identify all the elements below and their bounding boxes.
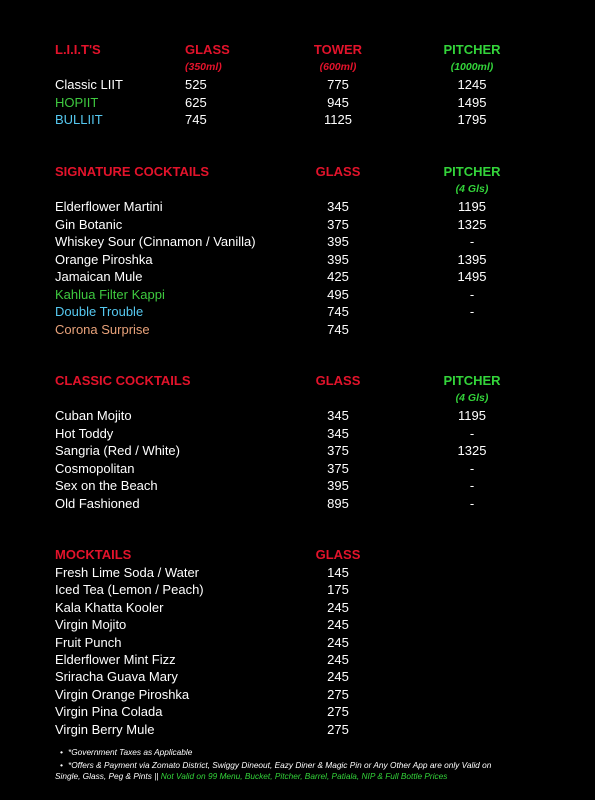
menu-item-row (0, 460, 595, 477)
menu-item-row (0, 268, 595, 285)
footnote-taxes-text: *Government Taxes as Applicable (68, 747, 193, 757)
item-pitcher-price: - (469, 460, 475, 476)
item-pitcher-price: 1495 (457, 94, 487, 110)
classic-pitcher-size: (4 Gls) (455, 392, 489, 404)
item-name: Elderflower Martini (55, 199, 163, 214)
menu-item-row (0, 303, 595, 320)
liit-header-row (0, 41, 595, 58)
item-glass-price: 145 (327, 565, 349, 580)
item-tower-price: 945 (327, 94, 349, 110)
menu-item-row (0, 216, 595, 233)
menu-item-row (0, 425, 595, 442)
item-glass-price: 895 (327, 495, 349, 511)
footnote-offers-line1: *Offers & Payment via Zomato District, Swiggy Dineout, Eazy Diner & Magic Pin or Any Other App are only Valid on (68, 760, 492, 770)
liit-subheader-row (0, 59, 595, 76)
item-name: Iced Tea (Lemon / Peach) (55, 582, 204, 598)
item-name: Virgin Pina Colada (55, 704, 163, 720)
mocktails-section-title: MOCKTAILS (55, 547, 132, 562)
item-glass-price: 245 (327, 617, 349, 633)
item-glass-price: 745 (327, 304, 349, 319)
signature-subheader-row (0, 181, 595, 198)
item-name: Kala Khatta Kooler (55, 599, 164, 615)
menu-item-row (0, 599, 595, 616)
menu-item-row (0, 286, 595, 303)
item-glass-price: 625 (185, 94, 207, 110)
menu-item-row (0, 111, 595, 128)
menu-item-row (0, 76, 595, 93)
item-name: Gin Botanic (55, 216, 123, 232)
item-name: Kahlua Filter Kappi (55, 286, 165, 302)
menu-item-row (0, 495, 595, 512)
footnote-bullet: • (60, 747, 63, 757)
footnote-bullet: • (60, 760, 63, 770)
footnote-offers (60, 760, 568, 771)
liit-section-title: L.I.I.T'S (55, 42, 101, 57)
footnote-offers-not-valid: Not Valid on 99 Menu, Bucket, Pitcher, Barrel, Patiala, NIP & Full Bottle Prices (160, 771, 448, 781)
item-glass-price: 375 (327, 216, 349, 232)
menu-item-row (0, 634, 595, 651)
item-pitcher-price: - (469, 478, 475, 493)
item-pitcher-price: 1325 (457, 443, 487, 458)
liit-tower-header: TOWER (313, 42, 363, 57)
item-glass-price: 395 (327, 234, 349, 249)
item-glass-price: 745 (185, 112, 207, 127)
item-pitcher-price: 1245 (457, 77, 487, 92)
classic-glass-header: GLASS (315, 373, 361, 388)
menu-item-row (0, 407, 595, 424)
item-pitcher-price: - (469, 234, 475, 249)
item-glass-price: 245 (327, 669, 349, 685)
menu-item-row (0, 442, 595, 459)
menu-item-row (0, 721, 595, 738)
menu-item-row (0, 651, 595, 668)
liit-pitcher-header: PITCHER (443, 42, 501, 57)
item-pitcher-price: - (469, 286, 475, 302)
item-glass-price: 245 (327, 652, 349, 667)
item-pitcher-price: 1195 (458, 199, 486, 214)
item-name: Sriracha Guava Mary (55, 669, 178, 685)
item-glass-price: 245 (327, 634, 349, 650)
item-name: Hot Toddy (55, 425, 114, 441)
item-name: Virgin Orange Piroshka (55, 686, 190, 702)
signature-header-row (0, 163, 595, 180)
item-glass-price: 375 (327, 443, 349, 458)
item-glass-price: 425 (327, 269, 349, 284)
item-glass-price: 245 (327, 599, 349, 615)
signature-pitcher-size: (4 Gls) (455, 183, 489, 195)
item-glass-price: 745 (327, 321, 349, 337)
item-pitcher-price: 1195 (458, 408, 486, 423)
item-pitcher-price: 1495 (457, 269, 487, 284)
item-tower-price: 1125 (324, 112, 352, 127)
item-name: Whiskey Sour (Cinnamon / Vanilla) (55, 234, 256, 249)
menu-item-row (0, 616, 595, 633)
menu-item-row (0, 477, 595, 494)
item-name: HOPIIT (55, 94, 99, 110)
menu-item-row (0, 233, 595, 250)
classic-section-title: CLASSIC COCKTAILS (55, 373, 191, 388)
signature-pitcher-header: PITCHER (443, 164, 501, 179)
menu-item-row (0, 564, 595, 581)
liit-glass-header: GLASS (185, 42, 230, 57)
item-glass-price: 495 (327, 286, 349, 302)
menu-item-row (0, 668, 595, 685)
item-name: Fruit Punch (55, 634, 122, 650)
item-name: Old Fashioned (55, 495, 140, 511)
menu-item-row (0, 581, 595, 598)
menu-item-row (0, 251, 595, 268)
item-name: Sangria (Red / White) (55, 443, 180, 458)
item-glass-price: 375 (327, 460, 349, 476)
item-glass-price: 275 (327, 686, 349, 702)
item-glass-price: 175 (327, 582, 349, 598)
menu-item-row (0, 94, 595, 111)
liit-pitcher-size: (1000ml) (450, 61, 494, 73)
liit-tower-size: (600ml) (319, 61, 357, 73)
item-glass-price: 395 (327, 478, 349, 493)
item-name: Cuban Mojito (55, 408, 132, 423)
item-pitcher-price: 1795 (457, 112, 487, 127)
item-name: Elderflower Mint Fizz (55, 652, 176, 667)
item-glass-price: 275 (327, 721, 349, 737)
item-glass-price: 275 (327, 704, 349, 720)
mocktails-glass-header: GLASS (315, 547, 361, 562)
item-name: Jamaican Mule (55, 269, 143, 284)
classic-header-row (0, 372, 595, 389)
footnote-offers-line2 (55, 771, 575, 782)
footnote-taxes (60, 747, 568, 758)
item-pitcher-price: - (469, 495, 475, 511)
item-name: Virgin Berry Mule (55, 721, 155, 737)
item-glass-price: 345 (327, 425, 349, 441)
mocktails-header-row (0, 546, 595, 563)
item-name: BULLIIT (55, 112, 103, 127)
item-tower-price: 775 (327, 77, 349, 92)
classic-subheader-row (0, 390, 595, 407)
footnote-offers-valid: Single, Glass, Peg & Pints || (55, 771, 161, 781)
menu-item-row (0, 703, 595, 720)
menu-item-row (0, 686, 595, 703)
item-pitcher-price: 1325 (457, 216, 487, 232)
item-name: Corona Surprise (55, 321, 150, 337)
item-glass-price: 345 (327, 199, 349, 214)
item-name: Double Trouble (55, 304, 144, 319)
item-glass-price: 395 (327, 251, 349, 267)
item-name: Cosmopolitan (55, 460, 135, 476)
item-pitcher-price: 1395 (457, 251, 487, 267)
signature-section-title: SIGNATURE COCKTAILS (55, 164, 210, 179)
item-name: Virgin Mojito (55, 617, 127, 633)
item-name: Orange Piroshka (55, 251, 153, 267)
menu-item-row (0, 198, 595, 215)
item-glass-price: 525 (185, 77, 207, 92)
liit-glass-size: (350ml) (185, 61, 222, 73)
item-name: Fresh Lime Soda / Water (55, 565, 200, 580)
item-pitcher-price: - (469, 304, 475, 319)
classic-pitcher-header: PITCHER (443, 373, 501, 388)
item-name: Sex on the Beach (55, 478, 158, 493)
item-pitcher-price: - (469, 425, 475, 441)
menu-item-row (0, 321, 595, 338)
signature-glass-header: GLASS (315, 164, 361, 179)
item-glass-price: 345 (327, 408, 349, 423)
item-name: Classic LIIT (55, 77, 123, 92)
